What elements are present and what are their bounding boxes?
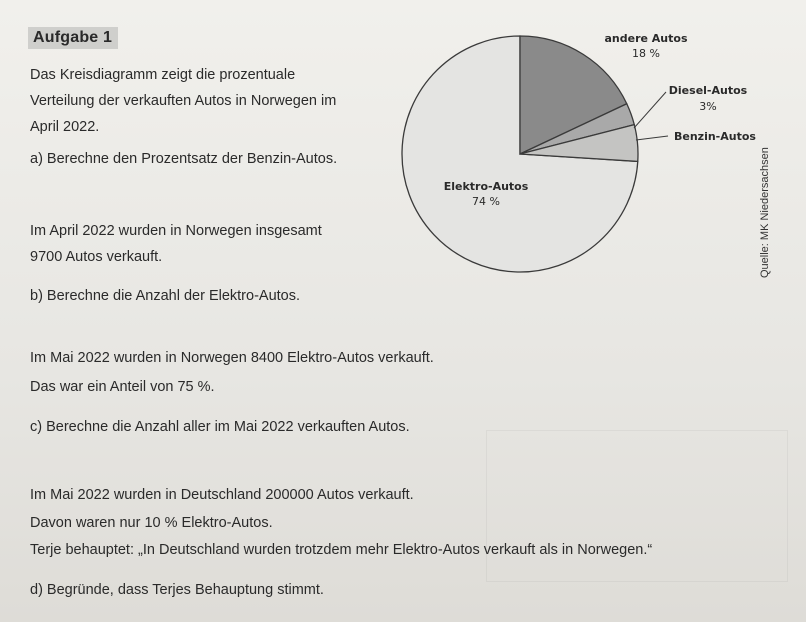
- value-andere-autos: 18 %: [632, 47, 660, 60]
- task-d: d) Begründe, dass Terjes Behauptung stimmt.: [30, 582, 324, 598]
- leader-benzin-autos: [636, 136, 668, 140]
- info1-line-2: 9700 Autos verkauft.: [30, 249, 163, 265]
- task-a: a) Berechne den Prozentsatz der Benzin-Autos.: [30, 151, 338, 167]
- pie-chart: [396, 24, 756, 284]
- source-text: Quelle: MK Niedersachsen: [759, 147, 771, 278]
- info3-line-2: Davon waren nur 10 % Elektro-Autos.: [30, 515, 273, 531]
- info3-line-1: Im Mai 2022 wurden in Deutschland 200000 Autos verkauft.: [30, 487, 414, 503]
- intro-line-2: Verteilung der verkauften Autos in Norwegen im: [30, 93, 337, 109]
- intro-line-3: April 2022.: [30, 119, 100, 135]
- label-elektro-autos: Elektro-Autos: [443, 180, 529, 193]
- task-c: c) Berechne die Anzahl aller im Mai 2022 verkauften Autos.: [30, 419, 410, 435]
- intro-line-1: Das Kreisdiagramm zeigt die prozentuale: [30, 67, 296, 83]
- info3-line-3: Terje behauptet: „In Deutschland wurden trotzdem mehr Elektro-Autos verkauft als in Norwegen.“: [30, 542, 653, 558]
- label-benzin-autos: Benzin-Autos: [674, 130, 756, 143]
- info2-line-1: Im Mai 2022 wurden in Norwegen 8400 Elektro-Autos verkauft.: [30, 350, 434, 366]
- label-andere-autos: andere Autos: [604, 32, 688, 45]
- info1-line-1: Im April 2022 wurden in Norwegen insgesamt: [30, 223, 322, 239]
- task-b: b) Berechne die Anzahl der Elektro-Autos.: [30, 288, 301, 304]
- info2-line-2: Das war ein Anteil von 75 %.: [30, 379, 215, 395]
- value-diesel-autos: 3%: [699, 100, 717, 113]
- label-diesel-autos: Diesel-Autos: [668, 84, 748, 97]
- task-title: Aufgabe 1: [28, 27, 118, 49]
- source-note: [759, 128, 785, 278]
- pie-chart-svg: [396, 24, 756, 284]
- leader-diesel-autos: [634, 92, 666, 128]
- value-elektro-autos: 74 %: [472, 195, 500, 208]
